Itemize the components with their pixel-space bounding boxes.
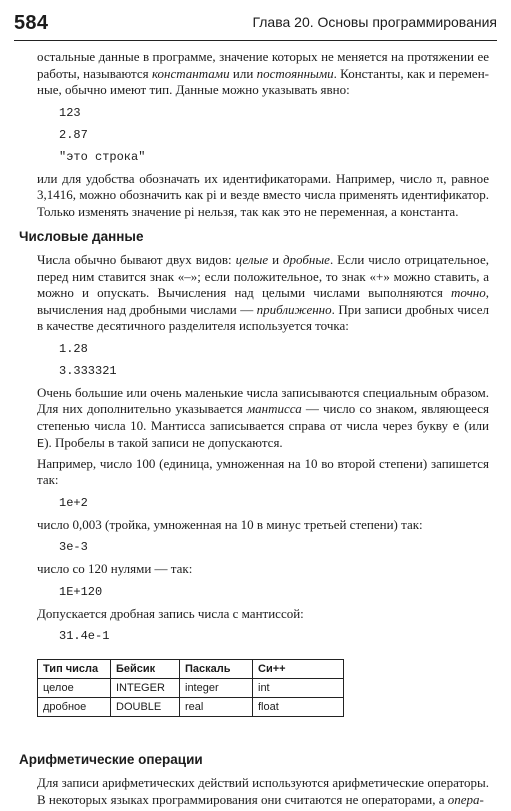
intro-paragraph-2: или для удобства обозначать их идентификаторами. Например, число π, равное 3,1416, можно обозначить как pi и везде вместо числа применять идентификатор. Только изменять значение pi нельзя, так как это не переменная, а константа. — [37, 170, 489, 219]
table-header-row — [38, 660, 344, 679]
table-header-cell: Си++ — [253, 660, 344, 679]
table-cell: INTEGER — [111, 679, 180, 698]
page-number: 584 — [14, 12, 49, 34]
table-cell: real — [180, 698, 253, 717]
code-example-mantissa: 31.4e-1 — [59, 629, 110, 643]
numeric-paragraph-6: Допускается дробная запись числа с мантиссой: — [37, 605, 304, 621]
arithmetic-paragraph-1: Для записи арифметических действий используются арифметические операторы. В некоторых языках программирования они считаются не операторами, а опера- — [37, 775, 489, 807]
table-header-cell: Паскаль — [180, 660, 253, 679]
table-row — [38, 698, 344, 717]
section-heading-numeric: Числовые данные — [19, 229, 144, 244]
numeric-paragraph-5: число со 120 нулями — так: — [37, 561, 193, 576]
page-header — [0, 0, 511, 44]
code-example-1e120: 1E+120 — [59, 584, 103, 599]
chapter-title: Глава 20. Основы программирования — [252, 14, 497, 30]
table-cell: float — [253, 698, 344, 717]
numeric-paragraph-4: число 0,003 (тройка, умноженная на 10 в минус третьей степени) так: — [37, 516, 423, 532]
page-body — [19, 49, 489, 811]
table-cell: DOUBLE — [111, 698, 180, 717]
table-cell: целое — [38, 679, 111, 698]
table-header-cell: Тип числа — [38, 660, 111, 679]
code-example-1e2: 1e+2 — [59, 495, 88, 510]
code-example-3e-3: 3e-3 — [59, 540, 88, 554]
section-heading-arithmetic: Арифметические операции — [19, 752, 203, 767]
numeric-paragraph-3: Например, число 100 (единица, умноженная на 10 во второй степени) запишется так: — [37, 455, 489, 487]
table-cell: integer — [180, 679, 253, 698]
intro-paragraph-1: остальные данные в программе, значение которых не меняется на протяжении ее работы, называются константами или постоянными. Константы, как и переменные, обычно имеют тип. Данные можно указывать явно: — [37, 49, 489, 97]
code-example-decimals: 1.28 3.333321 — [59, 341, 117, 378]
header-rule — [14, 40, 497, 41]
table-row — [38, 679, 344, 698]
code-example-constants: 123 2.87 "это строка" — [59, 105, 146, 164]
number-types-table — [37, 659, 344, 717]
table-cell: int — [253, 679, 344, 698]
table-header-cell: Бейсик — [111, 660, 180, 679]
numeric-paragraph-2: Очень большие или очень маленькие числа записываются специальным образом. Для них дополнительно указывается мантисса — число со знаком, являющееся степенью числа 10. Мантисса записывается справа от числа через букву e (или E). Пробелы в такой записи не допускаются. — [37, 384, 489, 451]
table-cell: дробное — [38, 698, 111, 717]
numeric-paragraph-1: Числа обычно бывают двух видов: целые и дробные. Если число отрицательное, перед ним ставится знак «–»; если положительное, то знак «+» можно ставить, а можно и опускать. Вычисления над целыми числами выполняются точно, вычисления над дробными числами — приближенно. При записи дробных чисел в качестве десятичного разделителя используется точка: — [37, 252, 489, 333]
